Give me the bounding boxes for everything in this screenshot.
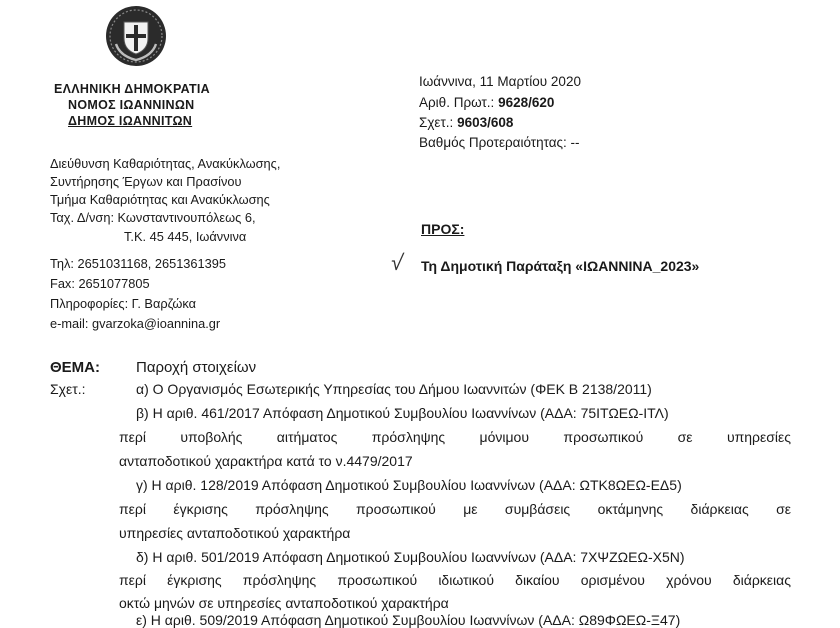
document-date: Ιωάννινα, 11 Μαρτίου 2020 [419,74,581,89]
reference-b-cont-1: περί υποβολής αιτήματος πρόσληψης μόνιμου προσωπικού σε υπηρεσίες [119,429,791,445]
protocol-number [419,95,554,110]
recipient-name: Τη Δημοτική Παράταξη «ΙΩΑΝΝΙΝΑ_2023» [421,258,700,274]
greek-coat-of-arms-seal [104,4,168,68]
dept-fax: Fax: 2651077805 [50,276,150,291]
subject-label: ΘΕΜΑ: [50,359,100,376]
reference-b: β) Η αριθ. 461/2017 Απόφαση Δημοτικού Συμβουλίου Ιωαννίνων (ΑΔΑ: 75ΙΤΩΕΩ-ΙΤΛ) [136,405,669,421]
protocol-value: 9628/620 [498,95,555,110]
related-value: 9603/608 [457,115,514,130]
protocol-label: Αριθ. Πρωτ.: [419,95,495,110]
reference-e: ε) Η αριθ. 509/2019 Απόφαση Δημοτικού Συμβουλίου Ιωαννίνων (ΑΔΑ: Ω89ΦΩΕΩ-Ξ47) [136,612,681,628]
related-number [419,115,513,130]
issuer-municipality: ΔΗΜΟΣ ΙΩΑΝΝΙΤΩΝ [68,114,193,128]
related-label: Σχετ.: [419,115,454,130]
dept-phone: Τηλ: 2651031168, 2651361395 [50,256,227,271]
issuer-prefecture: ΝΟΜΟΣ ΙΩΑΝΝΙΝΩΝ [68,98,195,112]
check-mark-icon: √ [389,250,405,275]
reference-d-cont-1: περί έγκρισης πρόσληψης προσωπικού ιδιωτικού δικαίου ορισμένου χρόνου διάρκειας [119,572,791,588]
reference-c-cont-1: περί έγκρισης πρόσληψης προσωπικού με συμβάσεις οκτάμηνης διάρκειας σε [119,501,791,517]
issuer-republic: ΕΛΛΗΝΙΚΗ ΔΗΜΟΚΡΑΤΙΑ [54,82,211,96]
reference-a: α) Ο Οργανισμός Εσωτερικής Υπηρεσίας του Δήμου Ιωαννιτών (ΦΕΚ Β 2138/2011) [136,381,652,397]
reference-d-cont-2: οκτώ μηνών σε υπηρεσίες ανταποδοτικού χαρακτήρα [119,595,449,611]
reference-b-cont-2: ανταποδοτικού χαρακτήρα κατά το ν.4479/2017 [119,453,413,469]
reference-c: γ) Η αριθ. 128/2019 Απόφαση Δημοτικού Συμβουλίου Ιωαννίνων (ΑΔΑ: ΩΤΚ8ΩΕΩ-ΕΔ5) [136,477,682,493]
dept-directorate: Διεύθυνση Καθαριότητας, Ανακύκλωσης, [50,156,281,171]
subject-value: Παροχή στοιχείων [136,359,257,376]
recipient-label: ΠΡΟΣ: [421,221,465,237]
dept-address: Ταχ. Δ/νση: Κωνσταντινουπόλεως 6, [50,210,256,225]
references-label: Σχετ.: [50,381,86,397]
priority-level: Βαθμός Προτεραιότητας: -- [419,135,580,150]
reference-c-cont-2: υπηρεσίες ανταποδοτικού χαρακτήρα [119,525,351,541]
dept-contact-person: Πληροφορίες: Γ. Βαρζώκα [50,296,197,311]
dept-directorate-cont: Συντήρησης Έργων και Πρασίνου [50,174,242,189]
dept-email: e-mail: gvarzoka@ioannina.gr [50,316,221,331]
dept-section: Τμήμα Καθαριότητας και Ανακύκλωσης [50,192,270,207]
reference-d: δ) Η αριθ. 501/2019 Απόφαση Δημοτικού Συμβουλίου Ιωαννίνων (ΑΔΑ: 7ΧΨΖΩΕΩ-Χ5Ν) [136,549,685,565]
dept-postal-code: Τ.Κ. 45 445, Ιωάννινα [124,229,247,244]
